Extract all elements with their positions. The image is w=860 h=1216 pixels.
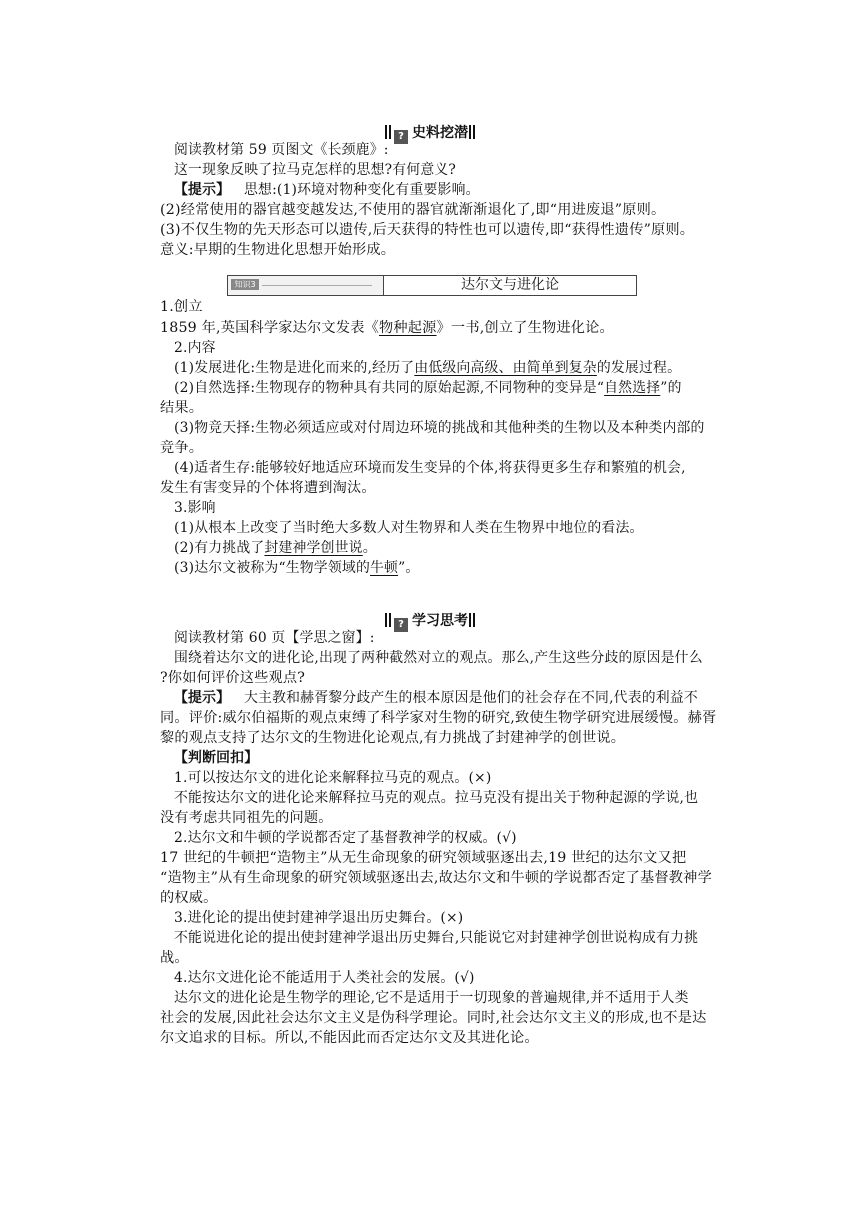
blank-answer: 封建神学创世说: [264, 540, 363, 556]
section-tag: [228, 276, 384, 295]
section-header-box: [227, 275, 637, 296]
heading-content: 2.内容: [174, 340, 216, 356]
hint-label: 【提示】: [174, 182, 231, 198]
judge-answer: 不能说进化论的提出使封建神学退出历史舞台,只能说它对封建神学创世说构成有力挑: [174, 930, 699, 946]
judge-answer: 战。: [160, 950, 189, 966]
founding-text: 1859 年,英国科学家达尔文发表《物种起源》一书,创立了生物进化论。: [160, 320, 614, 336]
section-tag-chip: 知识3: [231, 279, 259, 290]
blank-answer: 物种起源: [378, 320, 437, 336]
blank-answer: 牛顿: [369, 560, 399, 576]
hint-point: (3)不仅生物的先天形态可以遗传,后天获得的特性也可以遗传,即“获得性遗传”原则。: [160, 222, 695, 238]
hint-line: 【提示】 大主教和赫胥黎分歧产生的根本原因是他们的社会存在不同,代表的利益不: [174, 690, 698, 706]
banner-bar: [473, 125, 475, 139]
judge-answer: 社会的发展,因此社会达尔文主义是伪科学理论。同时,社会达尔文主义的形成,也不是达: [160, 1010, 707, 1026]
judge-answer: 17 世纪的牛顿把“造物主”从无生命现象的研究领域驱逐出去,19 世纪的达尔文又把: [160, 850, 687, 866]
content-item-cont: 发生有害变异的个体将遭到淘汰。: [160, 480, 376, 496]
content-item: (1)发展进化:生物是进化而来的,经历了由低级向高级、由简单到复杂的发展过程。: [174, 360, 682, 376]
question-text-cont: ?你如何评价这些观点?: [160, 670, 306, 686]
banner-bar: [389, 125, 391, 139]
blank-answer: 由低级向高级、由简单到复杂: [414, 360, 597, 376]
judge-statement: 2.达尔文和牛顿的学说都否定了基督教神学的权威。(√): [174, 830, 517, 846]
judge-answer: 不能按达尔文的进化论来解释拉马克的观点。拉马克没有提出关于物种起源的学说,也: [174, 790, 699, 806]
impact-item: (1)从根本上改变了当时绝大多数人对生物界和人类在生物界中地位的看法。: [174, 520, 644, 536]
content-item: (2)自然选择:生物现存的物种具有共同的原始起源,不同物种的变异是“自然选择”的: [174, 380, 682, 396]
judge-answer: 尔文追求的目标。所以,不能因此而否定达尔文及其进化论。: [160, 1030, 539, 1046]
banner-bar: [469, 125, 471, 139]
question-text: 这一现象反映了拉马克怎样的思想?有何意义?: [174, 162, 457, 178]
question-icon: ?: [394, 618, 408, 632]
content-item: (3)物竞天择:生物必须适应或对付周边环境的挑战和其他种类的生物以及本种类内部的: [174, 420, 705, 436]
judge-statement: 1.可以按达尔文的进化论来解释拉马克的观点。(×): [174, 770, 492, 786]
arrow-line: [262, 285, 372, 286]
hint-text: 同。评价:威尔伯福斯的观点束缚了科学家对生物的研究,致使生物学研究进展缓慢。赫胥: [160, 710, 717, 726]
banner-bar: [389, 613, 391, 627]
judge-answer: “造物主”从有生命现象的研究领域驱逐出去,故达尔文和牛顿的学说都否定了基督教神学: [160, 870, 712, 886]
banner-bar: [385, 613, 387, 627]
question-icon: ?: [394, 130, 408, 144]
banner-bar: [469, 613, 471, 627]
banner-bar: [473, 613, 475, 627]
heading-impact: 3.影响: [174, 500, 216, 516]
significance-line: 意义:早期的生物进化思想开始形成。: [160, 242, 396, 258]
banner-title: 学习思考: [412, 613, 468, 629]
impact-item: (2)有力挑战了封建神学创世说。: [174, 540, 377, 556]
banner-title: 史料挖潜: [412, 125, 468, 141]
judge-statement: 4.达尔文进化论不能适用于人类社会的发展。(√): [174, 970, 475, 986]
impact-item: (3)达尔文被称为“生物学领域的牛顿”。: [174, 560, 420, 576]
content-item: (4)适者生存:能够较好地适应环境而发生变异的个体,将获得更多生存和繁殖的机会,: [174, 460, 686, 476]
hint-point: (2)经常使用的器官越变越发达,不使用的器官就渐渐退化了,即“用进废退”原则。: [160, 202, 666, 218]
question-text: 围绕着达尔文的进化论,出现了两种截然对立的观点。那么,产生这些分歧的原因是什么: [174, 650, 703, 666]
judge-title: 【判断回扣】: [174, 750, 259, 766]
section-title: 达尔文与进化论: [461, 277, 559, 293]
hint-line: [174, 180, 740, 200]
hint-text: 黎的观点支持了达尔文的生物进化论观点,有力挑战了封建神学的创世说。: [160, 730, 626, 746]
banner-bar: [385, 125, 387, 139]
judge-answer: 没有考虑共同祖先的问题。: [160, 810, 333, 826]
content-item-cont: 结果。: [160, 400, 204, 416]
judge-answer: 达尔文的进化论是生物学的理论,它不是适用于一切现象的普遍规律,并不适用于人类: [174, 990, 689, 1006]
hint-label: 【提示】: [174, 690, 231, 706]
judge-answer: 的权威。: [160, 890, 218, 906]
blank-answer: 自然选择: [604, 380, 661, 396]
content-item-cont: 竞争。: [160, 440, 204, 456]
reading-instruction: 阅读教材第 59 页图文《长颈鹿》:: [174, 142, 389, 158]
hint-text: 思想:(1)环境对物种变化有重要影响。: [243, 182, 480, 198]
judge-statement: 3.进化论的提出使封建神学退出历史舞台。(×): [174, 910, 464, 926]
heading-founding: 1.创立: [160, 299, 203, 315]
reading-instruction: 阅读教材第 60 页【学思之窗】:: [174, 630, 375, 646]
